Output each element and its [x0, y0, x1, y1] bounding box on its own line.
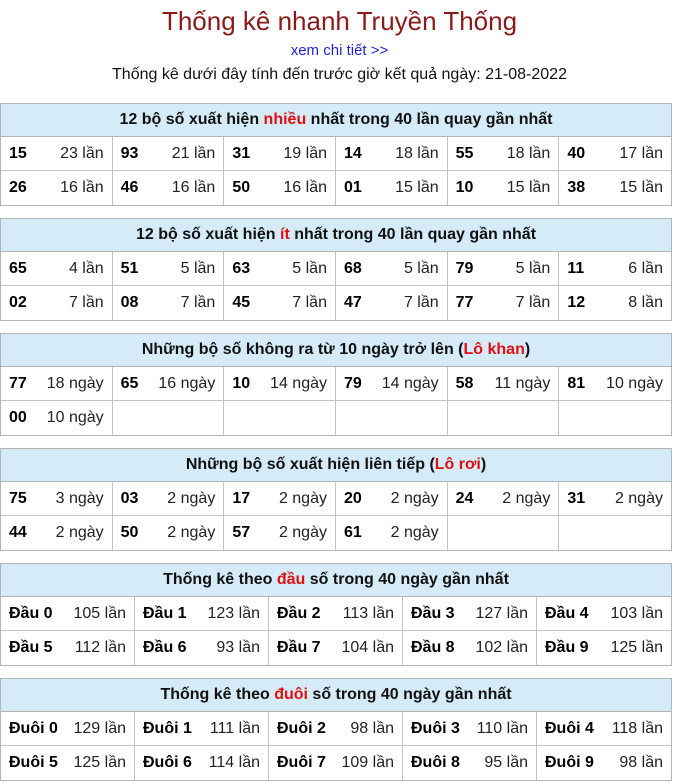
stat-number: Đuôi 5	[9, 754, 58, 771]
stats-row	[1, 367, 671, 401]
stat-number: 61	[343, 524, 362, 541]
stat-count: 16 lần	[171, 179, 216, 196]
stat-count: 2 ngày	[614, 489, 663, 507]
stat-number: Đầu 1	[143, 604, 187, 622]
stat-number: 03	[120, 489, 139, 507]
section-title-text: Những bộ số không ra từ 10 ngày trở lên (	[141, 341, 464, 358]
detail-link[interactable]: xem chi tiết >>	[290, 42, 389, 59]
section-title-text: Những bộ số xuất hiện liên tiếp (	[185, 456, 435, 473]
empty-cell	[559, 516, 671, 550]
stat-count: 16 lần	[283, 179, 327, 196]
stat-cell	[135, 712, 269, 746]
stat-cell	[113, 171, 225, 205]
stat-number: 57	[232, 524, 251, 541]
stat-cell	[559, 367, 671, 401]
lo-khan-section	[0, 333, 672, 436]
stat-number: 68	[343, 259, 362, 277]
stat-cell	[269, 712, 403, 746]
stat-cell	[224, 137, 336, 171]
stat-number: Đuôi 1	[143, 719, 192, 737]
stat-cell	[537, 712, 671, 746]
dau-stats-section	[0, 563, 672, 666]
stat-cell	[135, 631, 269, 665]
stat-number: Đầu 8	[411, 639, 455, 656]
stat-number: 65	[9, 259, 27, 277]
stat-cell	[537, 631, 671, 665]
stat-number: Đuôi 6	[143, 754, 192, 771]
stat-cell	[224, 367, 336, 401]
stat-number: 77	[9, 374, 27, 392]
section-title-highlight: ít	[280, 226, 290, 243]
stat-cell	[1, 746, 135, 780]
stat-cell	[269, 597, 403, 631]
stat-count: 113 lần	[342, 604, 394, 622]
stat-number: 01	[343, 179, 362, 196]
stat-number: Đầu 2	[277, 604, 321, 622]
stat-number: Đuôi 8	[411, 754, 460, 771]
empty-cell	[559, 401, 671, 435]
stat-count: 7 lần	[68, 294, 104, 311]
stat-number: 08	[120, 294, 139, 311]
stat-number: 26	[9, 179, 27, 196]
stat-number: 58	[455, 374, 474, 392]
stat-cell	[113, 482, 225, 516]
stats-row	[1, 137, 671, 171]
stats-row	[1, 171, 671, 205]
stat-cell	[448, 252, 560, 286]
stat-number: Đuôi 2	[277, 719, 326, 737]
stat-number: 15	[9, 144, 27, 162]
section-title-text: 12 bộ số xuất hiện	[119, 111, 264, 128]
stat-count: 10 ngày	[46, 409, 104, 426]
stat-number: 77	[455, 294, 474, 311]
stats-row	[1, 712, 671, 746]
stat-number: 44	[9, 524, 27, 541]
stat-number: 55	[455, 144, 474, 162]
stat-cell	[336, 137, 448, 171]
stat-number: 20	[343, 489, 362, 507]
stat-number: 11	[567, 259, 585, 277]
stat-cell	[336, 482, 448, 516]
stat-number: 10	[232, 374, 251, 392]
stat-cell	[559, 252, 671, 286]
stat-cell	[559, 286, 671, 320]
stat-cell	[1, 516, 113, 550]
section-title	[1, 449, 671, 482]
stat-cell	[113, 252, 225, 286]
section-title	[1, 679, 671, 712]
stat-number: 79	[455, 259, 474, 277]
stat-count: 16 lần	[60, 179, 104, 196]
section-title	[1, 334, 671, 367]
section-title-text: 12 bộ số xuất hiện	[135, 226, 280, 243]
stat-number: Đuôi 7	[277, 754, 326, 771]
stat-count: 95 lần	[484, 754, 528, 771]
stat-count: 14 ngày	[381, 374, 439, 392]
stats-row	[1, 597, 671, 631]
stat-count: 8 lần	[628, 294, 663, 311]
section-title-highlight: đầu	[276, 571, 306, 588]
stat-cell	[1, 252, 113, 286]
stat-cell	[537, 746, 671, 780]
stat-number: Đầu 5	[9, 639, 53, 656]
stat-count: 7 lần	[515, 294, 551, 311]
stat-cell	[448, 367, 560, 401]
stat-count: 4 lần	[68, 259, 104, 277]
stat-number: 51	[120, 259, 139, 277]
stat-cell	[1, 597, 135, 631]
stat-count: 5 lần	[180, 259, 216, 277]
stats-row	[1, 401, 671, 435]
stat-cell	[448, 171, 560, 205]
stat-number: Đầu 0	[9, 604, 53, 622]
stat-number: 14	[343, 144, 362, 162]
stat-cell	[113, 367, 225, 401]
stat-count: 102 lần	[475, 639, 528, 656]
stat-cell	[135, 746, 269, 780]
stat-cell	[448, 137, 560, 171]
stat-count: 127 lần	[475, 604, 528, 622]
stat-count: 2 ngày	[502, 489, 551, 507]
stat-cell	[113, 137, 225, 171]
stat-count: 5 lần	[403, 259, 439, 277]
section-title-text: số trong 40 ngày gần nhất	[305, 571, 509, 588]
stat-number: 79	[343, 374, 362, 392]
section-title	[1, 219, 671, 252]
section-title-text: nhất trong 40 lần quay gần nhất	[306, 111, 553, 128]
stat-cell	[224, 171, 336, 205]
stat-number: 75	[9, 489, 27, 507]
stat-number: Đầu 9	[545, 639, 589, 656]
stat-count: 112 lần	[74, 639, 126, 656]
stat-number: 00	[9, 409, 27, 426]
stat-cell	[1, 401, 113, 435]
stat-cell	[537, 597, 671, 631]
empty-cell	[336, 401, 448, 435]
stat-cell	[336, 516, 448, 550]
section-title-text: nhất trong 40 lần quay gần nhất	[289, 226, 537, 243]
stat-count: 93 lần	[216, 639, 260, 656]
stat-count: 16 ngày	[158, 374, 216, 392]
stat-cell	[448, 286, 560, 320]
section-title-highlight: đuôi	[274, 686, 308, 703]
stat-cell	[224, 516, 336, 550]
stat-count: 3 ngày	[55, 489, 104, 507]
stat-count: 18 lần	[395, 144, 439, 162]
stats-row	[1, 516, 671, 550]
stat-count: 14 ngày	[270, 374, 327, 392]
stat-count: 15 lần	[506, 179, 551, 196]
stat-number: Đầu 3	[411, 604, 455, 622]
stat-count: 123 lần	[207, 604, 260, 622]
stat-count: 125 lần	[610, 639, 663, 656]
stat-cell	[403, 746, 537, 780]
stat-count: 18 lần	[506, 144, 551, 162]
stat-number: 50	[232, 179, 251, 196]
stat-cell	[403, 712, 537, 746]
stat-number: 17	[232, 489, 251, 507]
section-title-highlight: Lô khan	[463, 341, 525, 358]
stat-cell	[113, 286, 225, 320]
stat-count: 111 lần	[209, 719, 260, 737]
stat-cell	[1, 482, 113, 516]
empty-cell	[224, 401, 336, 435]
stat-number: Đầu 6	[143, 639, 187, 656]
stat-number: 47	[343, 294, 362, 311]
stat-count: 104 lần	[341, 639, 394, 656]
stat-cell	[403, 597, 537, 631]
stat-number: Đầu 7	[277, 639, 321, 656]
stat-cell	[224, 482, 336, 516]
stats-row	[1, 252, 671, 286]
stat-count: 19 lần	[283, 144, 327, 162]
empty-cell	[448, 401, 560, 435]
empty-cell	[448, 516, 560, 550]
stat-number: Đuôi 9	[545, 754, 594, 771]
stat-cell	[135, 597, 269, 631]
stats-row	[1, 286, 671, 320]
stat-count: 21 lần	[171, 144, 216, 162]
stat-count: 2 ngày	[278, 524, 327, 541]
stat-cell	[1, 171, 113, 205]
lo-roi-section	[0, 448, 672, 551]
stat-count: 2 ngày	[167, 524, 216, 541]
stat-count: 15 lần	[619, 179, 663, 196]
stat-number: 31	[567, 489, 586, 507]
page-header	[0, 0, 679, 88]
section-title-highlight: nhiều	[263, 111, 307, 128]
stat-cell	[336, 367, 448, 401]
section-title	[1, 104, 671, 137]
stat-count: 10 ngày	[606, 374, 663, 392]
stat-number: 81	[567, 374, 586, 392]
stat-cell	[1, 367, 113, 401]
stat-count: 15 lần	[395, 179, 439, 196]
stat-count: 18 ngày	[46, 374, 104, 392]
stat-cell	[336, 252, 448, 286]
stat-number: 38	[567, 179, 586, 196]
empty-cell	[113, 401, 225, 435]
stat-number: 45	[232, 294, 251, 311]
stat-number: Đuôi 0	[9, 719, 58, 737]
stat-count: 2 ngày	[390, 524, 439, 541]
stat-count: 7 lần	[403, 294, 439, 311]
stat-count: 103 lần	[610, 604, 663, 622]
stat-number: 65	[120, 374, 139, 392]
stat-cell	[224, 252, 336, 286]
stat-count: 5 lần	[515, 259, 551, 277]
section-title-text: Thống kê theo	[163, 571, 277, 588]
stat-number: 63	[232, 259, 251, 277]
stat-count: 17 lần	[619, 144, 663, 162]
stat-number: 50	[120, 524, 139, 541]
stat-number: 12	[567, 294, 586, 311]
stat-number: 93	[120, 144, 139, 162]
stat-number: 10	[455, 179, 474, 196]
stat-count: 105 lần	[73, 604, 126, 622]
stat-number: 02	[9, 294, 27, 311]
stat-cell	[403, 631, 537, 665]
stat-cell	[1, 631, 135, 665]
stat-count: 98 lần	[619, 754, 663, 771]
stats-row	[1, 746, 671, 780]
stat-number: Đuôi 3	[411, 719, 460, 737]
stat-cell	[559, 482, 671, 516]
stat-count: 125 lần	[73, 754, 126, 771]
section-title-text: )	[480, 456, 487, 473]
stat-count: 7 lần	[180, 294, 216, 311]
least-frequent-section	[0, 218, 672, 321]
stat-cell	[269, 631, 403, 665]
section-title-text: số trong 40 ngày gần nhất	[307, 686, 512, 703]
most-frequent-section	[0, 103, 672, 206]
stat-count: 5 lần	[292, 259, 327, 277]
stat-cell	[1, 286, 113, 320]
stat-count: 110 lần	[476, 719, 528, 737]
stats-row	[1, 631, 671, 665]
stats-row	[1, 482, 671, 516]
page-title: Thống kê nhanh Truyền Thống	[161, 6, 518, 36]
stat-cell	[224, 286, 336, 320]
stat-number: 31	[232, 144, 251, 162]
stat-cell	[1, 712, 135, 746]
stat-number: Đầu 4	[545, 604, 589, 622]
stat-count: 7 lần	[292, 294, 327, 311]
stat-number: 40	[567, 144, 586, 162]
section-title-highlight: Lô rơi	[434, 456, 481, 473]
stat-count: 11 ngày	[494, 374, 551, 392]
stat-cell	[336, 286, 448, 320]
stat-cell	[336, 171, 448, 205]
stat-number: Đuôi 4	[545, 719, 594, 737]
stat-count: 98 lần	[350, 719, 394, 737]
stat-cell	[1, 137, 113, 171]
stat-count: 2 ngày	[278, 489, 327, 507]
section-title-text: Thống kê theo	[160, 686, 275, 703]
stat-cell	[559, 137, 671, 171]
stat-count: 129 lần	[73, 719, 126, 737]
stat-count: 109 lần	[341, 754, 394, 771]
stat-count: 2 ngày	[390, 489, 439, 507]
stat-count: 6 lần	[628, 259, 663, 277]
section-title	[1, 564, 671, 597]
stat-cell	[448, 482, 560, 516]
page-subtitle: Thống kê dưới đây tính đến trước giờ kết quả ngày: 21-08-2022	[112, 66, 567, 83]
section-title-text: )	[524, 341, 531, 358]
stat-number: 46	[120, 179, 139, 196]
stat-count: 2 ngày	[55, 524, 104, 541]
stat-cell	[269, 746, 403, 780]
stat-number: 24	[455, 489, 474, 507]
stat-count: 23 lần	[60, 144, 104, 162]
stat-count: 118 lần	[611, 719, 663, 737]
stat-cell	[113, 516, 225, 550]
duoi-stats-section	[0, 678, 672, 781]
stat-count: 2 ngày	[167, 489, 216, 507]
stat-count: 114 lần	[208, 754, 260, 771]
stat-cell	[559, 171, 671, 205]
